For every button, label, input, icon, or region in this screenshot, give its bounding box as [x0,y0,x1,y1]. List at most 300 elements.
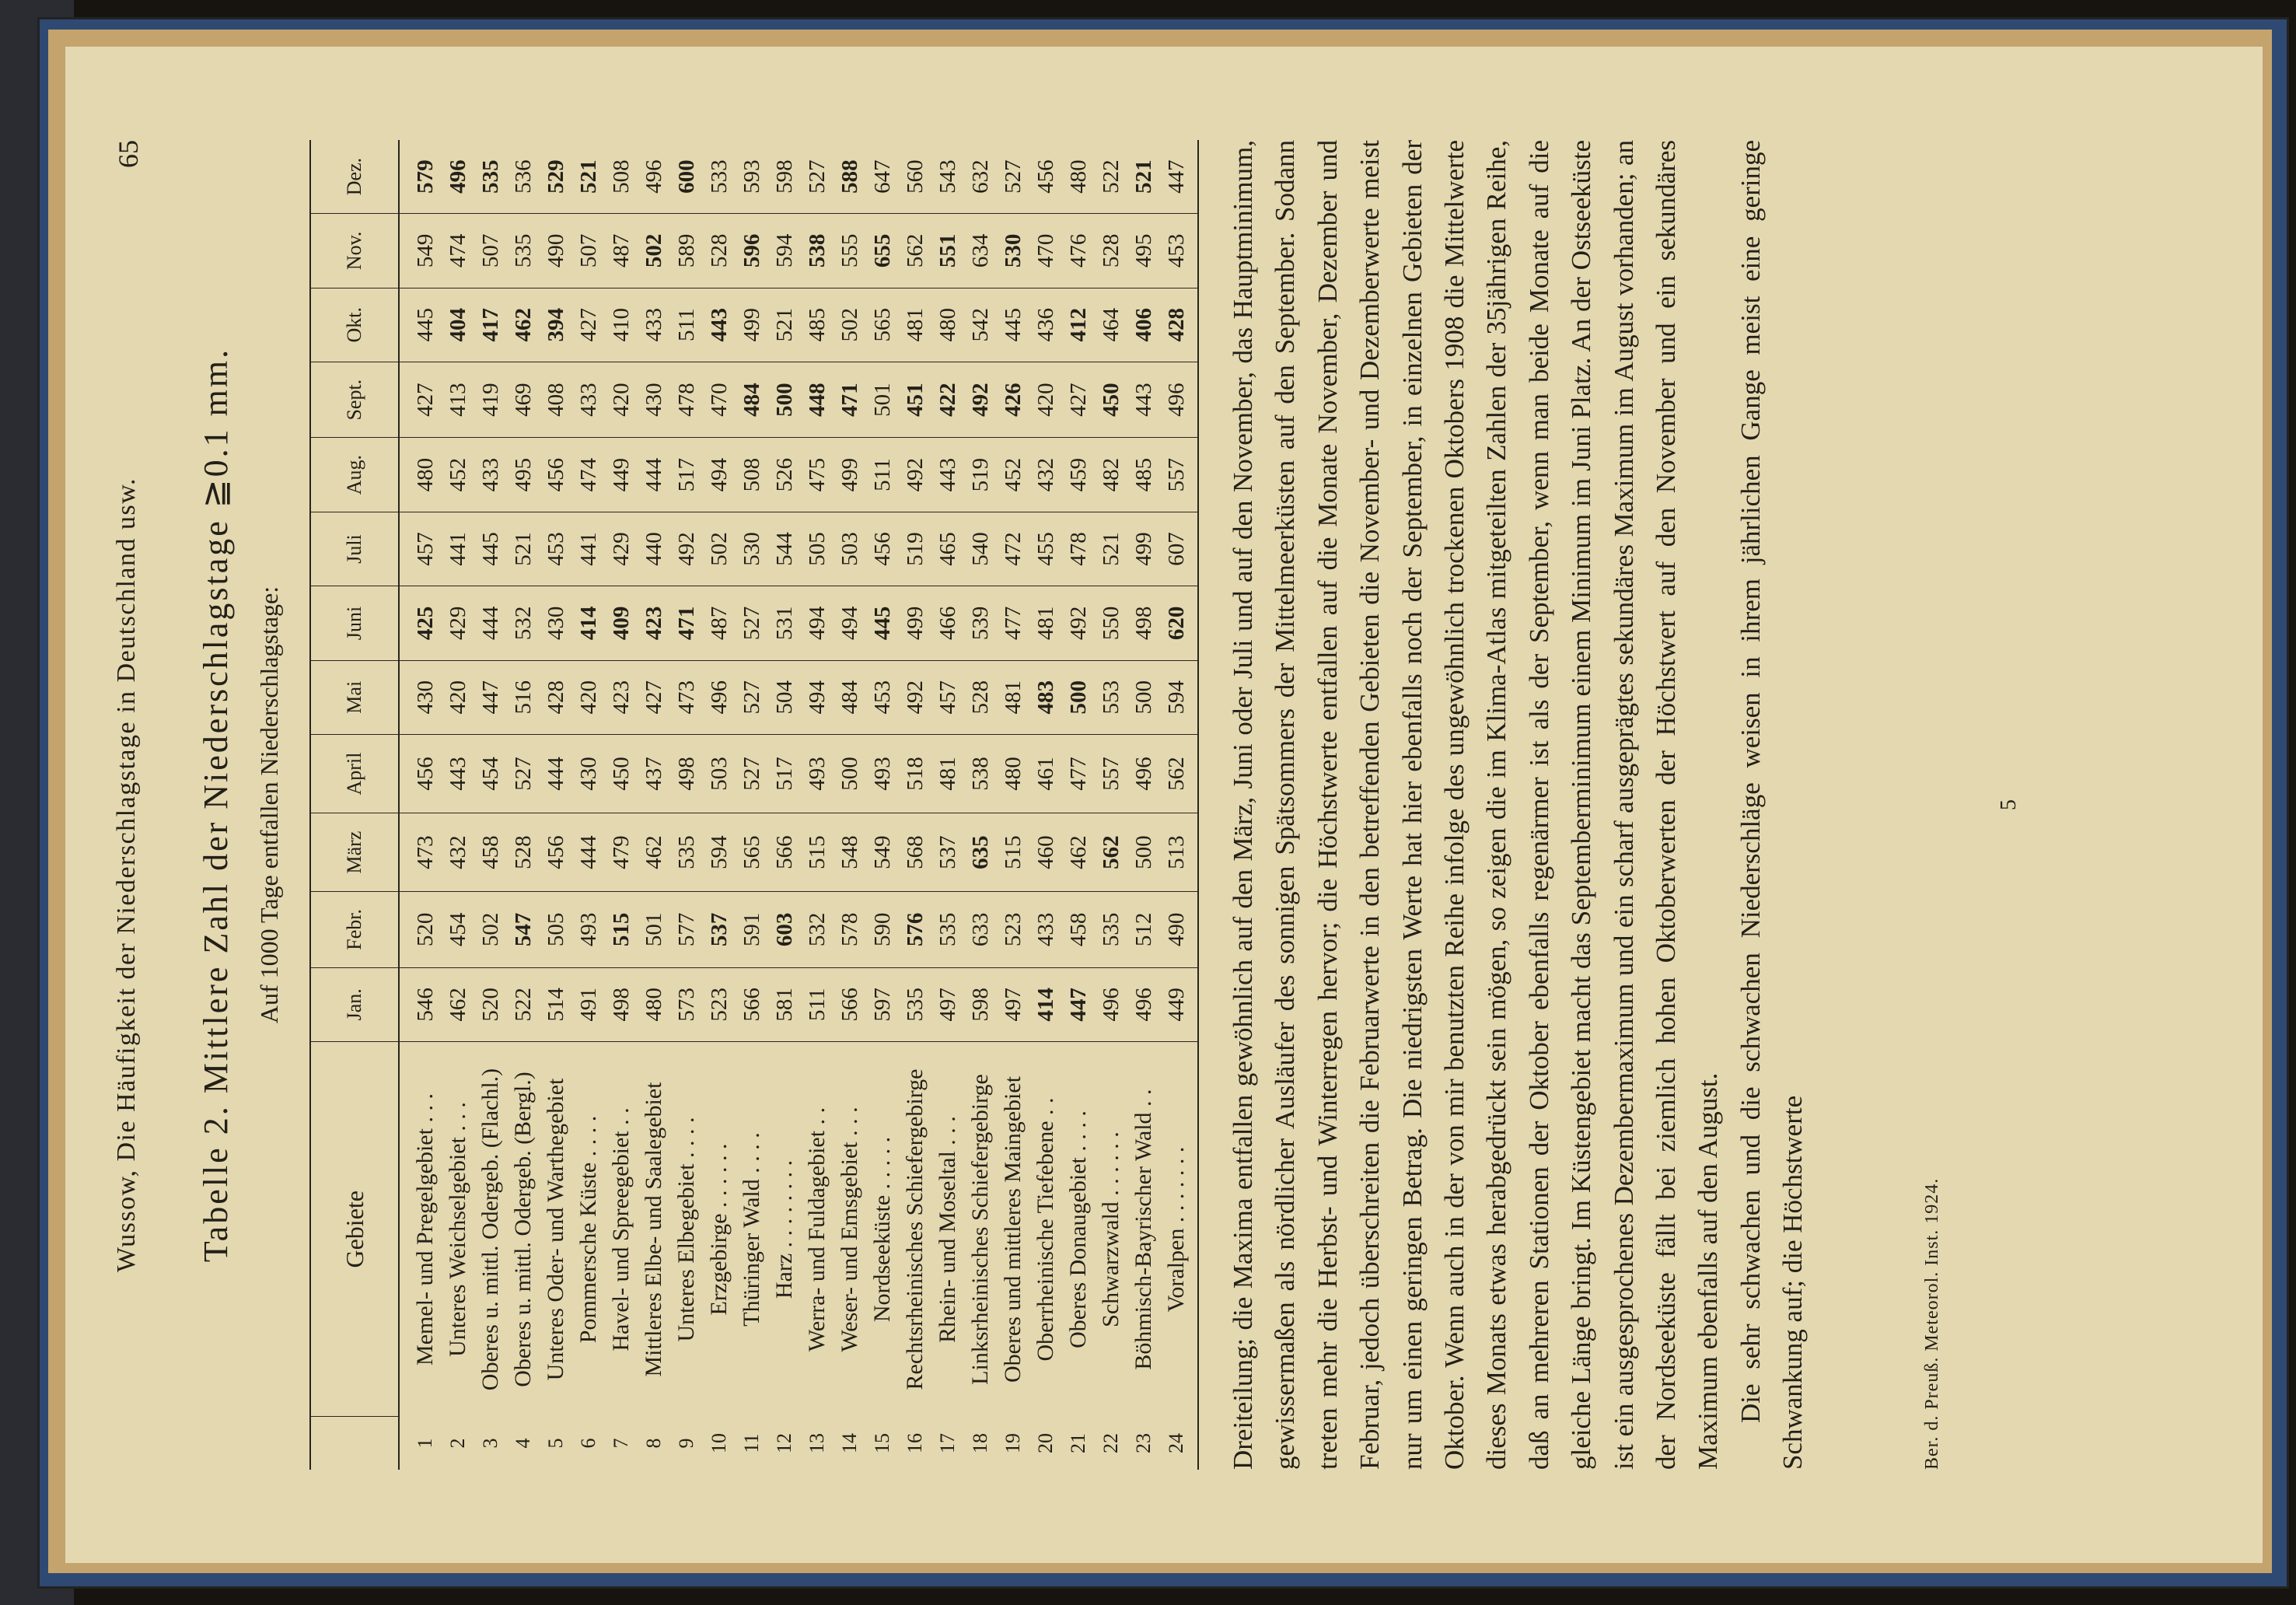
value-cell: 496 [638,140,670,214]
value-cell: 453 [866,660,899,734]
body-paragraph: Dreiteilung; die Maxima entfallen gewöhnlich auf den März, Juni oder Juli und auf den November, das Hauptminimum, gewissermaßen als nördlicher Ausläufer des sonnigen Spätsommers der Mittelmeerküsten auf den September. Sodann treten mehr die Herbst- und Winterregen hervor; die Höchstwerte entfallen auf die Monate November, Dezember und Februar, jedoch überschreiten die Februarwerte in den betreffenden Gebieten die November- und Dezemberwerte meist nur um einen geringen Betrag. Die niedrigsten Werte hat hier ebenfalls noch der September, in einzelnen Gebieten der Oktober. Wenn auch in der von mir benutzten Reihe infolge des ungewöhnlich trockenen Oktobers 1908 die Mittelwerte dieses Monats etwas herabgedrückt sein mögen, so zeigen die im Klima-Atlas mitgeteilten Zahlen der 35jährigen Reihe, daß an mehreren Stationen der Oktober ebenfalls regenärmer ist als der September, wenn man beide Monate auf die gleiche Länge bringt. Im Küstengebiet macht das Septemberminimum einem Minimum im Juni Platz. An der Ostseeküste ist ein ausgesprochenes Dezembermaximum und ein scharf ausgeprägtes sekundäres Maximum im August vorhanden; an der Nordseeküste fällt bei ziemlich hohen Oktoberwerten der Höchstwert auf den November und ein sekundäres Maximum ebenfalls auf den August. [1228,140,1724,1470]
value-cell: 428 [1160,288,1198,362]
footnote: Ber. d. Preuß. Meteorol. Inst. 1924. [1922,1177,1942,1470]
row-number: 24 [1160,1417,1198,1470]
value-cell: 516 [507,660,540,734]
value-cell: 487 [605,214,638,288]
value-cell: 520 [399,892,442,967]
value-cell: 566 [833,967,866,1041]
value-cell: 576 [899,892,931,967]
table-row [768,140,801,1470]
value-cell: 485 [801,288,833,362]
body-paragraph: Die sehr schwachen und die schwachen Niederschläge weisen in ihrem jährlichen Gange meist eine geringe Schwankung auf; die Höchstwerte [1735,140,1808,1470]
value-cell: 500 [768,362,801,437]
value-cell: 492 [899,438,931,512]
value-cell: 451 [899,362,931,437]
value-cell: 453 [1160,214,1198,288]
value-cell: 427 [638,660,670,734]
value-cell: 497 [931,967,964,1041]
value-cell: 414 [1029,967,1062,1041]
value-cell: 465 [931,512,964,586]
value-cell: 515 [801,813,833,892]
row-number: 13 [806,1433,828,1453]
value-cell: 444 [474,586,507,660]
row-number: 11 [740,1433,763,1453]
value-cell: 430 [399,660,442,734]
table-row [540,140,572,1470]
value-cell: 484 [736,362,768,437]
value-cell: 562 [1095,813,1127,892]
value-cell: 557 [1095,734,1127,813]
value-cell: 410 [605,288,638,362]
table-row [1095,140,1127,1470]
region-name: Pommersche Küste . . . . [575,1115,601,1344]
value-cell: 588 [833,140,866,214]
value-cell: 456 [540,813,572,892]
value-cell: 417 [474,288,507,362]
value-cell: 499 [1127,512,1160,586]
value-cell: 487 [703,586,736,660]
value-cell: 496 [703,660,736,734]
value-cell: 549 [866,813,899,892]
value-cell: 517 [768,734,801,813]
value-cell: 535 [670,813,703,892]
body-text [1222,140,1815,1470]
value-cell: 578 [833,892,866,967]
value-cell: 458 [1062,892,1095,967]
value-cell: 500 [833,734,866,813]
value-cell: 498 [605,967,638,1041]
value-cell: 495 [1127,214,1160,288]
value-cell: 480 [399,438,442,512]
row-number: 14 [838,1433,861,1453]
value-cell: 590 [866,892,899,967]
region-name: Mittleres Elbe- und Saalegebiet [641,1082,666,1377]
table-row [670,140,703,1470]
value-cell: 500 [1127,813,1160,892]
value-cell: 427 [399,362,442,437]
value-cell: 540 [964,512,997,586]
value-cell: 532 [801,892,833,967]
value-cell: 437 [638,734,670,813]
row-number: 8 [642,1438,665,1449]
value-cell: 527 [997,140,1029,214]
value-cell: 420 [442,660,474,734]
value-cell: 566 [736,967,768,1041]
value-cell: 476 [1062,214,1095,288]
value-cell: 480 [931,288,964,362]
value-cell: 530 [736,512,768,586]
value-cell: 469 [507,362,540,437]
value-cell: 452 [997,438,1029,512]
value-cell: 493 [866,734,899,813]
value-cell: 527 [736,734,768,813]
table-row [931,140,964,1470]
value-cell: 546 [399,967,442,1041]
value-cell: 414 [572,586,605,660]
value-cell: 499 [899,586,931,660]
value-cell: 547 [507,892,540,967]
running-head [112,140,159,1470]
value-cell: 593 [736,140,768,214]
precipitation-table [309,140,1199,1470]
value-cell: 408 [540,362,572,437]
table-row [1062,140,1095,1470]
value-cell: 519 [964,438,997,512]
value-cell: 521 [1095,512,1127,586]
value-cell: 538 [964,734,997,813]
header-month: Dez. [310,140,399,214]
value-cell: 440 [638,512,670,586]
value-cell: 474 [572,438,605,512]
value-cell: 531 [768,586,801,660]
row-number: 21 [1067,1433,1089,1453]
row-number: 15 [871,1433,893,1453]
value-cell: 473 [399,813,442,892]
value-cell: 535 [931,892,964,967]
value-cell: 441 [572,512,605,586]
value-cell: 518 [899,734,931,813]
value-cell: 433 [572,362,605,437]
value-cell: 404 [442,288,474,362]
value-cell: 521 [507,512,540,586]
sheet-signature: 5 [1997,799,2021,810]
value-cell: 521 [572,140,605,214]
value-cell: 511 [670,288,703,362]
value-cell: 502 [638,214,670,288]
value-cell: 423 [605,660,638,734]
value-cell: 461 [1029,734,1062,813]
value-cell: 457 [931,660,964,734]
header-month: Juli [310,512,399,586]
value-cell: 471 [833,362,866,437]
table-row [605,140,638,1470]
value-cell: 445 [474,512,507,586]
value-cell: 515 [997,813,1029,892]
value-cell: 597 [866,967,899,1041]
value-cell: 427 [572,288,605,362]
row-number: 18 [969,1433,991,1453]
value-cell: 577 [670,892,703,967]
value-cell: 522 [1095,140,1127,214]
value-cell: 432 [1029,438,1062,512]
value-cell: 490 [540,214,572,288]
region-name: Nordseeküste . . . . . [869,1136,895,1323]
value-cell: 589 [670,214,703,288]
value-cell: 511 [866,438,899,512]
value-cell: 500 [1127,660,1160,734]
value-cell: 394 [540,288,572,362]
value-cell: 519 [899,512,931,586]
value-cell: 529 [540,140,572,214]
value-cell: 409 [605,586,638,660]
value-cell: 542 [964,288,997,362]
header-month: Sept. [310,362,399,437]
value-cell: 512 [1127,892,1160,967]
value-cell: 501 [866,362,899,437]
value-cell: 495 [507,438,540,512]
value-cell: 511 [801,967,833,1041]
region-name: Voralpen . . . . . . . [1160,1042,1198,1418]
value-cell: 430 [572,734,605,813]
row-number: 20 [1034,1433,1057,1453]
value-cell: 471 [670,586,703,660]
value-cell: 527 [801,140,833,214]
table-row [442,140,474,1470]
value-cell: 504 [768,660,801,734]
value-cell: 462 [442,967,474,1041]
value-cell: 508 [605,140,638,214]
value-cell: 502 [833,288,866,362]
header-month: Febr. [310,892,399,967]
value-cell: 505 [540,892,572,967]
value-cell: 562 [1160,734,1198,813]
value-cell: 513 [1160,813,1198,892]
value-cell: 456 [866,512,899,586]
value-cell: 581 [768,967,801,1041]
value-cell: 455 [1029,512,1062,586]
value-cell: 460 [1029,813,1062,892]
value-cell: 560 [899,140,931,214]
value-cell: 550 [1095,586,1127,660]
table-row [801,140,833,1470]
table-row [474,140,507,1470]
value-cell: 458 [474,813,507,892]
value-cell: 505 [801,512,833,586]
value-cell: 538 [801,214,833,288]
row-number: 16 [903,1433,926,1453]
value-cell: 445 [399,288,442,362]
value-cell: 600 [670,140,703,214]
value-cell: 573 [670,967,703,1041]
value-cell: 429 [442,586,474,660]
value-cell: 544 [768,512,801,586]
value-cell: 444 [572,813,605,892]
value-cell: 420 [605,362,638,437]
value-cell: 498 [670,734,703,813]
row-number: 3 [479,1438,501,1449]
table-header [310,140,399,1470]
value-cell: 444 [638,438,670,512]
value-cell: 473 [670,660,703,734]
region-name: Thüringer Wald . . . . [739,1132,764,1327]
value-cell: 537 [703,892,736,967]
value-cell: 496 [1127,967,1160,1041]
value-cell: 594 [703,813,736,892]
value-cell: 425 [399,586,442,660]
table-row [1160,140,1198,1470]
value-cell: 475 [801,438,833,512]
row-number: 6 [577,1438,599,1449]
value-cell: 464 [1095,288,1127,362]
region-name: Schwarzwald . . . . . . [1098,1131,1124,1327]
value-cell: 478 [670,362,703,437]
value-cell: 507 [572,214,605,288]
value-cell: 503 [833,512,866,586]
value-cell: 530 [997,214,1029,288]
table-row [866,140,899,1470]
value-cell: 462 [1062,813,1095,892]
region-name: Rhein- und Moseltal . . . [935,1116,960,1343]
value-cell: 555 [833,214,866,288]
value-cell: 406 [1127,288,1160,362]
value-cell: 492 [1062,586,1095,660]
value-cell: 620 [1160,586,1198,660]
row-number: 23 [1132,1433,1155,1453]
region-name: Harz . . . . . . . . [771,1159,797,1299]
value-cell: 452 [442,438,474,512]
value-cell: 478 [1062,512,1095,586]
value-cell: 481 [1029,586,1062,660]
value-cell: 494 [703,438,736,512]
region-name: Weser- und Emsgebiet . . . [837,1107,862,1352]
value-cell: 523 [703,967,736,1041]
value-cell: 655 [866,214,899,288]
table-row [899,140,931,1470]
value-cell: 492 [670,512,703,586]
table-row [703,140,736,1470]
value-cell: 462 [507,288,540,362]
value-cell: 456 [399,734,442,813]
value-cell: 594 [1160,660,1198,734]
value-cell: 430 [638,362,670,437]
value-cell: 470 [1029,214,1062,288]
region-name: Böhmisch-Bayrischer Wald . . [1131,1089,1156,1370]
value-cell: 485 [1127,438,1160,512]
value-cell: 412 [1062,288,1095,362]
value-cell: 634 [964,214,997,288]
value-cell: 433 [474,438,507,512]
value-cell: 491 [572,967,605,1041]
header-month: Jan. [310,967,399,1041]
value-cell: 635 [964,813,997,892]
value-cell: 448 [801,362,833,437]
value-cell: 496 [1127,734,1160,813]
value-cell: 445 [866,586,899,660]
value-cell: 433 [638,288,670,362]
row-number: 10 [708,1433,730,1453]
value-cell: 527 [736,660,768,734]
value-cell: 498 [1127,586,1160,660]
value-cell: 535 [1095,892,1127,967]
value-cell: 501 [638,892,670,967]
value-cell: 527 [507,734,540,813]
value-cell: 456 [540,438,572,512]
value-cell: 494 [801,586,833,660]
region-name: Rechtsrheinisches Schiefergebirge [902,1068,928,1390]
region-name: Memel- und Pregelgebiet . . . [412,1093,438,1365]
row-number: 1 [414,1438,436,1449]
value-cell: 521 [768,288,801,362]
row-number: 2 [446,1438,469,1449]
value-cell: 423 [638,586,670,660]
value-cell: 490 [1160,892,1198,967]
value-cell: 481 [931,734,964,813]
value-cell: 528 [507,813,540,892]
value-cell: 479 [605,813,638,892]
table-subtitle: Auf 1000 Tage entfallen Niederschlagstage: [255,586,283,1024]
row-number: 7 [610,1438,632,1449]
value-cell: 494 [833,586,866,660]
value-cell: 533 [703,140,736,214]
value-cell: 594 [768,214,801,288]
value-cell: 562 [899,214,931,288]
value-cell: 532 [507,586,540,660]
running-head-text: Wussow, Die Häufigkeit der Niederschlagstage in Deutschland usw. [112,477,141,1273]
row-number: 4 [512,1438,534,1449]
value-cell: 462 [638,813,670,892]
row-number: 17 [936,1433,959,1453]
value-cell: 499 [736,288,768,362]
value-cell: 494 [801,660,833,734]
value-cell: 521 [1127,140,1160,214]
value-cell: 502 [474,892,507,967]
table-body [399,140,1198,1470]
value-cell: 449 [1160,967,1198,1041]
value-cell: 514 [540,967,572,1041]
value-cell: 598 [768,140,801,214]
table-row [736,140,768,1470]
value-cell: 591 [736,892,768,967]
value-cell: 500 [1062,660,1095,734]
value-cell: 441 [442,512,474,586]
value-cell: 432 [442,813,474,892]
value-cell: 443 [442,734,474,813]
region-name: Unteres Weichselgebiet . . . [445,1102,470,1357]
value-cell: 477 [997,586,1029,660]
value-cell: 484 [833,660,866,734]
header-month: Juni [310,586,399,660]
value-cell: 413 [442,362,474,437]
value-cell: 492 [899,660,931,734]
value-cell: 459 [1062,438,1095,512]
value-cell: 557 [1160,438,1198,512]
header-month: Mai [310,660,399,734]
region-name: Werra- und Fuldagebiet . . [804,1107,830,1352]
value-cell: 565 [866,288,899,362]
value-cell: 579 [399,140,442,214]
value-cell: 472 [997,512,1029,586]
value-cell: 528 [1095,214,1127,288]
value-cell: 456 [1029,140,1062,214]
value-cell: 528 [703,214,736,288]
header-month: April [310,734,399,813]
page-number: 65 [113,140,144,168]
value-cell: 493 [572,892,605,967]
value-cell: 633 [964,892,997,967]
value-cell: 447 [1160,140,1198,214]
row-number: 19 [1001,1433,1024,1453]
table-row [399,140,442,1470]
value-cell: 535 [507,214,540,288]
value-cell: 549 [399,214,442,288]
value-cell: 520 [474,967,507,1041]
value-cell: 496 [1095,967,1127,1041]
value-cell: 428 [540,660,572,734]
value-cell: 426 [997,362,1029,437]
row-number: 12 [773,1433,795,1453]
value-cell: 551 [931,214,964,288]
value-cell: 492 [964,362,997,437]
value-cell: 477 [1062,734,1095,813]
value-cell: 503 [703,734,736,813]
value-cell: 436 [1029,288,1062,362]
value-cell: 515 [605,892,638,967]
value-cell: 447 [1062,967,1095,1041]
value-cell: 543 [931,140,964,214]
value-cell: 447 [474,660,507,734]
row-number: 5 [544,1438,567,1449]
